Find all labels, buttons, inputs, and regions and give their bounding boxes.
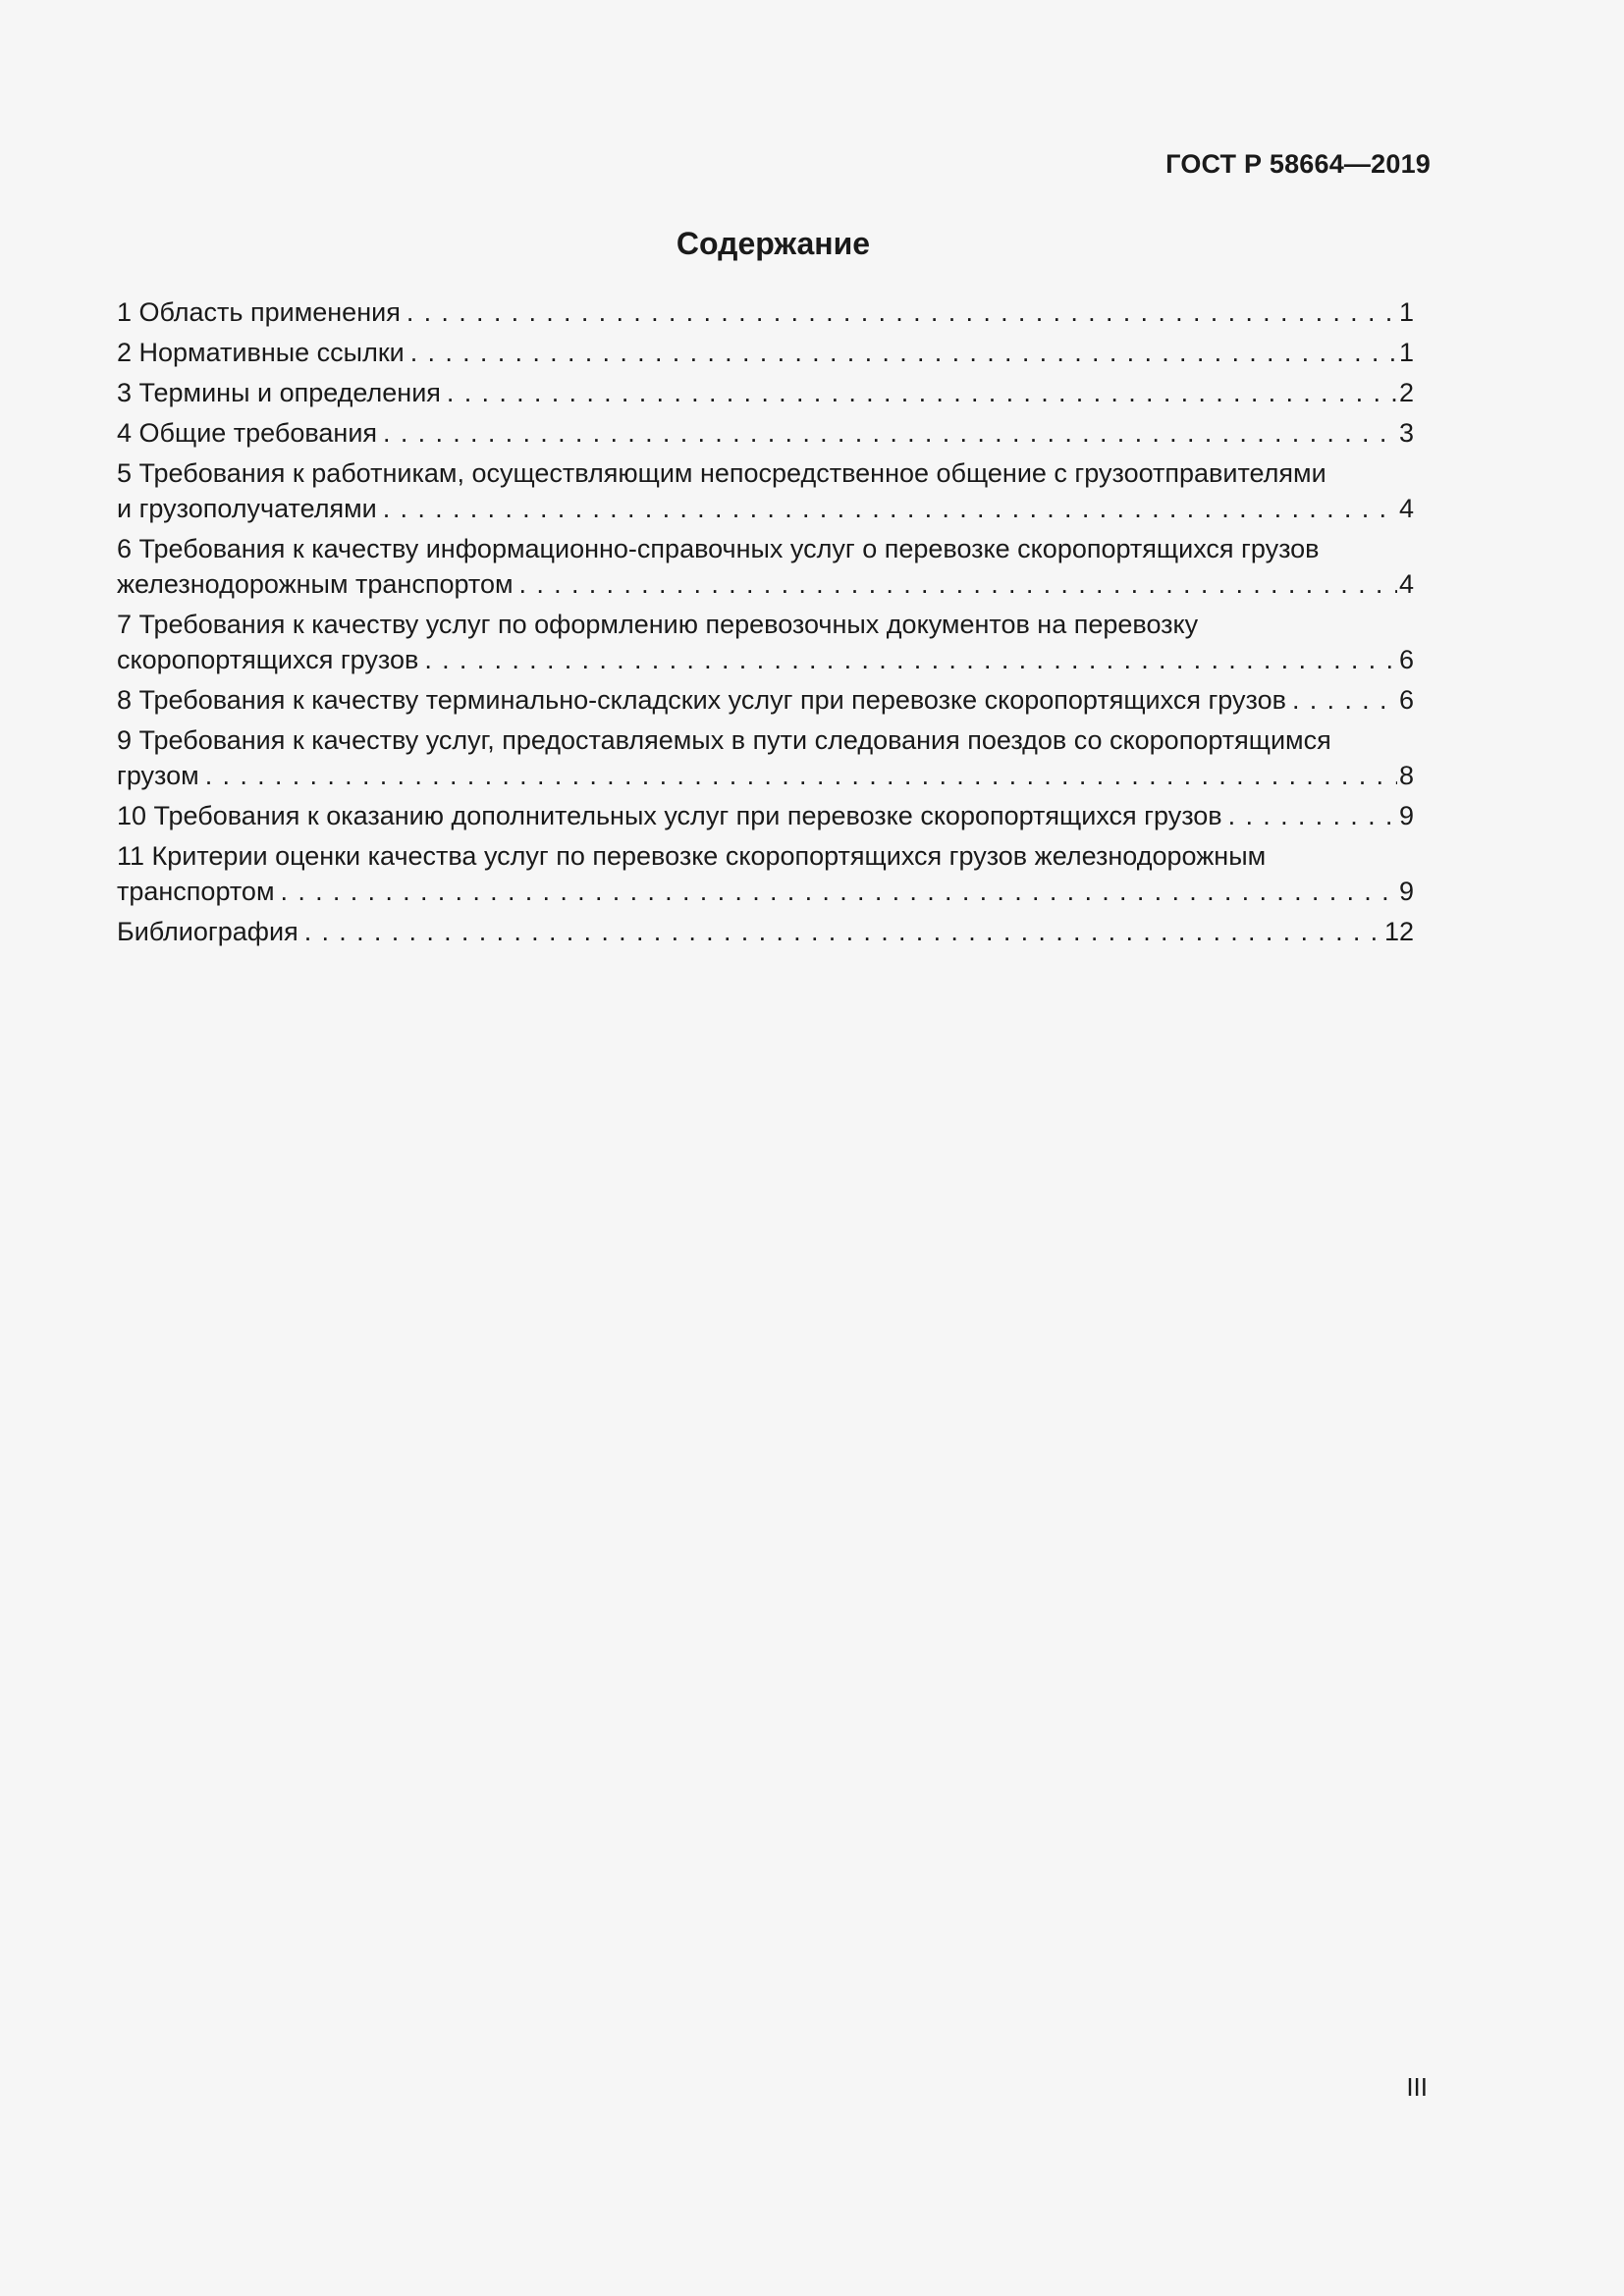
toc-entry-page: 9	[1398, 877, 1414, 906]
toc-entry[interactable]	[117, 335, 1414, 370]
page-number: III	[1406, 2072, 1428, 2102]
toc-entry-line	[117, 415, 1414, 451]
dot-leader	[383, 415, 1397, 451]
toc-entry[interactable]	[117, 415, 1414, 451]
toc-entry-title-line: 7 Требования к качеству услуг по оформлению перевозочных документов на перевозку	[117, 610, 1199, 639]
table-of-contents	[117, 294, 1414, 954]
toc-entry[interactable]	[117, 722, 1414, 793]
toc-entry[interactable]	[117, 531, 1414, 602]
toc-entry-title: 1 Область применения	[117, 297, 401, 327]
dot-leader	[1228, 798, 1397, 833]
dot-leader	[406, 294, 1397, 330]
toc-entry-page: 6	[1398, 685, 1414, 715]
toc-entry-title-line: 11 Критерии оценки качества услуг по перевозке скоропортящихся грузов железнодорожным	[117, 841, 1267, 871]
toc-entry-title: транспортом	[117, 877, 275, 906]
toc-entry-line	[117, 914, 1414, 949]
dot-leader	[410, 335, 1397, 370]
toc-entry-page: 9	[1398, 801, 1414, 830]
toc-entry-line	[117, 491, 1414, 526]
toc-entry-page: 2	[1398, 378, 1414, 407]
toc-entry-page: 1	[1398, 338, 1414, 367]
dot-leader	[205, 758, 1397, 793]
toc-entry-line	[117, 335, 1414, 370]
toc-entry[interactable]	[117, 682, 1414, 718]
toc-entry-page: 4	[1398, 569, 1414, 599]
toc-entry-title: 10 Требования к оказанию дополнительных услуг при перевозке скоропортящихся грузов	[117, 801, 1222, 830]
toc-entry-page: 4	[1398, 494, 1414, 523]
toc-entry[interactable]	[117, 607, 1414, 677]
toc-entry[interactable]	[117, 798, 1414, 833]
document-code: ГОСТ Р 58664—2019	[1165, 149, 1431, 179]
toc-entry[interactable]	[117, 914, 1414, 949]
toc-entry-page: 1	[1398, 297, 1414, 327]
toc-entry[interactable]	[117, 375, 1414, 410]
toc-entry-line	[117, 874, 1414, 909]
toc-entry-page: 8	[1398, 761, 1414, 790]
toc-entry[interactable]	[117, 838, 1414, 909]
toc-entry-line	[117, 294, 1414, 330]
toc-entry[interactable]	[117, 455, 1414, 526]
dot-leader	[447, 375, 1397, 410]
dot-leader	[304, 914, 1382, 949]
dot-leader	[281, 874, 1397, 909]
toc-entry-title: 2 Нормативные ссылки	[117, 338, 405, 367]
toc-entry-page: 12	[1383, 917, 1414, 946]
dot-leader	[424, 642, 1397, 677]
toc-entry-page: 3	[1398, 418, 1414, 448]
toc-entry-title-line: 6 Требования к качеству информационно-справочных услуг о перевозке скоропортящихся грузов	[117, 534, 1320, 563]
toc-entry-title: и грузополучателями	[117, 494, 377, 523]
dot-leader	[383, 491, 1397, 526]
dot-leader	[1292, 682, 1397, 718]
toc-entry-line	[117, 642, 1414, 677]
toc-entry[interactable]	[117, 294, 1414, 330]
toc-entry-title: скоропортящихся грузов	[117, 645, 419, 674]
toc-entry-line	[117, 375, 1414, 410]
toc-entry-title-line: 9 Требования к качеству услуг, предоставляемых в пути следования поездов со скоропортящимся	[117, 725, 1331, 755]
toc-entry-title-line: 5 Требования к работникам, осуществляющим непосредственное общение с грузоотправителями	[117, 458, 1326, 488]
toc-title: Содержание	[676, 226, 871, 261]
toc-entry-line	[117, 758, 1414, 793]
toc-entry-title: железнодорожным транспортом	[117, 569, 514, 599]
toc-entry-line	[117, 798, 1414, 833]
toc-entry-title: 4 Общие требования	[117, 418, 378, 448]
toc-entry-title: грузом	[117, 761, 199, 790]
toc-entry-title: Библиография	[117, 917, 298, 946]
toc-entry-page: 6	[1398, 645, 1414, 674]
toc-entry-title: 8 Требования к качеству терминально-складских услуг при перевозке скоропортящихся грузов	[117, 685, 1286, 715]
toc-entry-line	[117, 682, 1414, 718]
toc-entry-line	[117, 566, 1414, 602]
dot-leader	[519, 566, 1397, 602]
toc-entry-title: 3 Термины и определения	[117, 378, 441, 407]
